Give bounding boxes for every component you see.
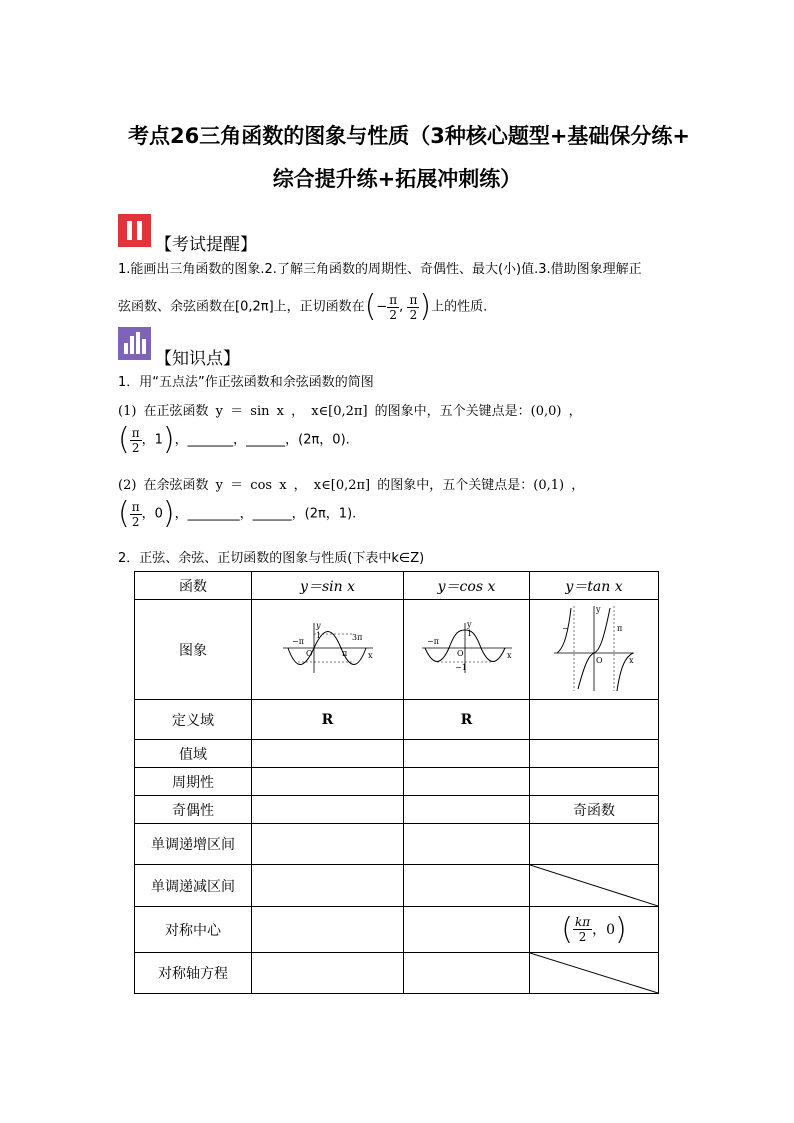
section-label-exam-tips: 【考试提醒】	[155, 235, 257, 255]
tick-label: π	[617, 623, 623, 633]
cos-five-points-line: (2) 在余弦函数 y ＝ cos x ， x∈[0,2π] 的图象中，五个关键点是：(0,1) ，	[118, 478, 585, 493]
sin-domain: R	[252, 700, 404, 740]
tick-label: −	[562, 623, 569, 633]
table-row	[135, 907, 659, 953]
table-cell	[252, 907, 404, 953]
page-title-line2: 综合提升练+拓展冲刺练）	[272, 167, 522, 191]
table-cell	[252, 796, 404, 824]
tick-label: 1	[315, 630, 321, 640]
tan-symmetry-center: ( $\frac{k\pi}{2}$ ，0)	[530, 907, 659, 953]
row-label: 对称中心	[135, 907, 252, 953]
table-cell	[252, 865, 404, 907]
table-cell	[252, 768, 404, 796]
cos-domain: R	[404, 700, 530, 740]
axis-x-label: x	[629, 655, 634, 665]
tick-label: 3π	[351, 632, 362, 642]
table-row	[135, 600, 659, 700]
cos-graph	[404, 600, 530, 700]
pause-icon	[118, 214, 151, 247]
row-label: 图象	[135, 600, 252, 700]
tan-graph	[530, 600, 659, 700]
tick-label: −1	[454, 662, 467, 672]
table-cell	[252, 953, 404, 994]
tick-label: −π	[291, 636, 304, 646]
axis-y-label: y	[466, 619, 472, 629]
row-label: 单调递减区间	[135, 865, 252, 907]
row-label: 定义域	[135, 700, 252, 740]
table-row	[135, 700, 659, 740]
exam-tips-line2: 弦函数、余弦函数在[0,2π]上，正切函数在(− $\frac{\pi}{2}$ , $\frac{\pi}{2}$ )上的性质.	[118, 289, 488, 324]
origin-label: O	[456, 648, 464, 658]
axis-y-label: y	[596, 604, 601, 614]
tick-label: 1	[466, 628, 472, 638]
knowledge-point-1: 1．用“五点法”作正弦函数和余弦函数的简图	[118, 375, 374, 390]
bar-chart-icon	[118, 327, 151, 360]
origin-label: O	[596, 655, 603, 665]
table-cell	[404, 865, 530, 907]
table-cell	[530, 824, 659, 865]
table-row	[135, 768, 659, 796]
sin-graph	[252, 600, 404, 700]
table-header-row	[135, 572, 659, 600]
table-cell	[404, 796, 530, 824]
row-label: 单调递增区间	[135, 824, 252, 865]
row-label: 周期性	[135, 768, 252, 796]
page-title-line1: 考点26三角函数的图象与性质（3种核心题型+基础保分练+	[127, 124, 691, 148]
table-cell	[252, 740, 404, 768]
tick-label: −π	[426, 636, 439, 646]
table-cell	[404, 953, 530, 994]
table-row	[135, 824, 659, 865]
table-cell	[252, 824, 404, 865]
table-row	[135, 740, 659, 768]
origin-label: O	[305, 648, 313, 658]
sin-five-points-blanks: ( $\frac{\pi}{2}$ ，1)，_______，______，(2π，0).	[118, 422, 350, 457]
table-row	[135, 865, 659, 907]
table-header: 函数	[135, 572, 252, 600]
row-label: 奇偶性	[135, 796, 252, 824]
table-cell	[530, 768, 659, 796]
table-header: y＝sin x	[252, 572, 404, 600]
table-cell	[530, 740, 659, 768]
axis-x-label: x	[506, 650, 512, 660]
diagonal-cell	[530, 953, 659, 994]
table-row	[135, 796, 659, 824]
diagonal-cell	[530, 865, 659, 907]
tick-label: π	[341, 648, 347, 658]
sin-five-points-line: (1) 在正弦函数 y ＝ sin x ， x∈[0,2π] 的图象中，五个关键点是：(0,0) ，	[118, 404, 582, 419]
row-label: 对称轴方程	[135, 953, 252, 994]
table-cell	[404, 740, 530, 768]
row-label: 值域	[135, 740, 252, 768]
tan-domain	[530, 700, 659, 740]
trig-properties-table	[134, 571, 659, 994]
exam-tips-line1: 1.能画出三角函数的图象.2.了解三角函数的周期性、奇偶性、最大(小)值.3.借助图象理解正	[118, 262, 642, 277]
table-cell	[404, 768, 530, 796]
section-label-knowledge: 【知识点】	[155, 349, 240, 369]
axis-y-label: y	[315, 620, 321, 630]
axis-x-label: x	[367, 650, 373, 660]
table-row	[135, 953, 659, 994]
cos-five-points-blanks: ( $\frac{\pi}{2}$ ，0)，________，______，(2π，1).	[118, 496, 357, 531]
table-header: y＝tan x	[530, 572, 659, 600]
table-cell	[404, 907, 530, 953]
tan-parity: 奇函数	[530, 796, 659, 824]
knowledge-point-2: 2．正弦、余弦、正切函数的图象与性质(下表中k∈Z)	[118, 551, 425, 566]
table-header: y＝cos x	[404, 572, 530, 600]
table-cell	[404, 824, 530, 865]
